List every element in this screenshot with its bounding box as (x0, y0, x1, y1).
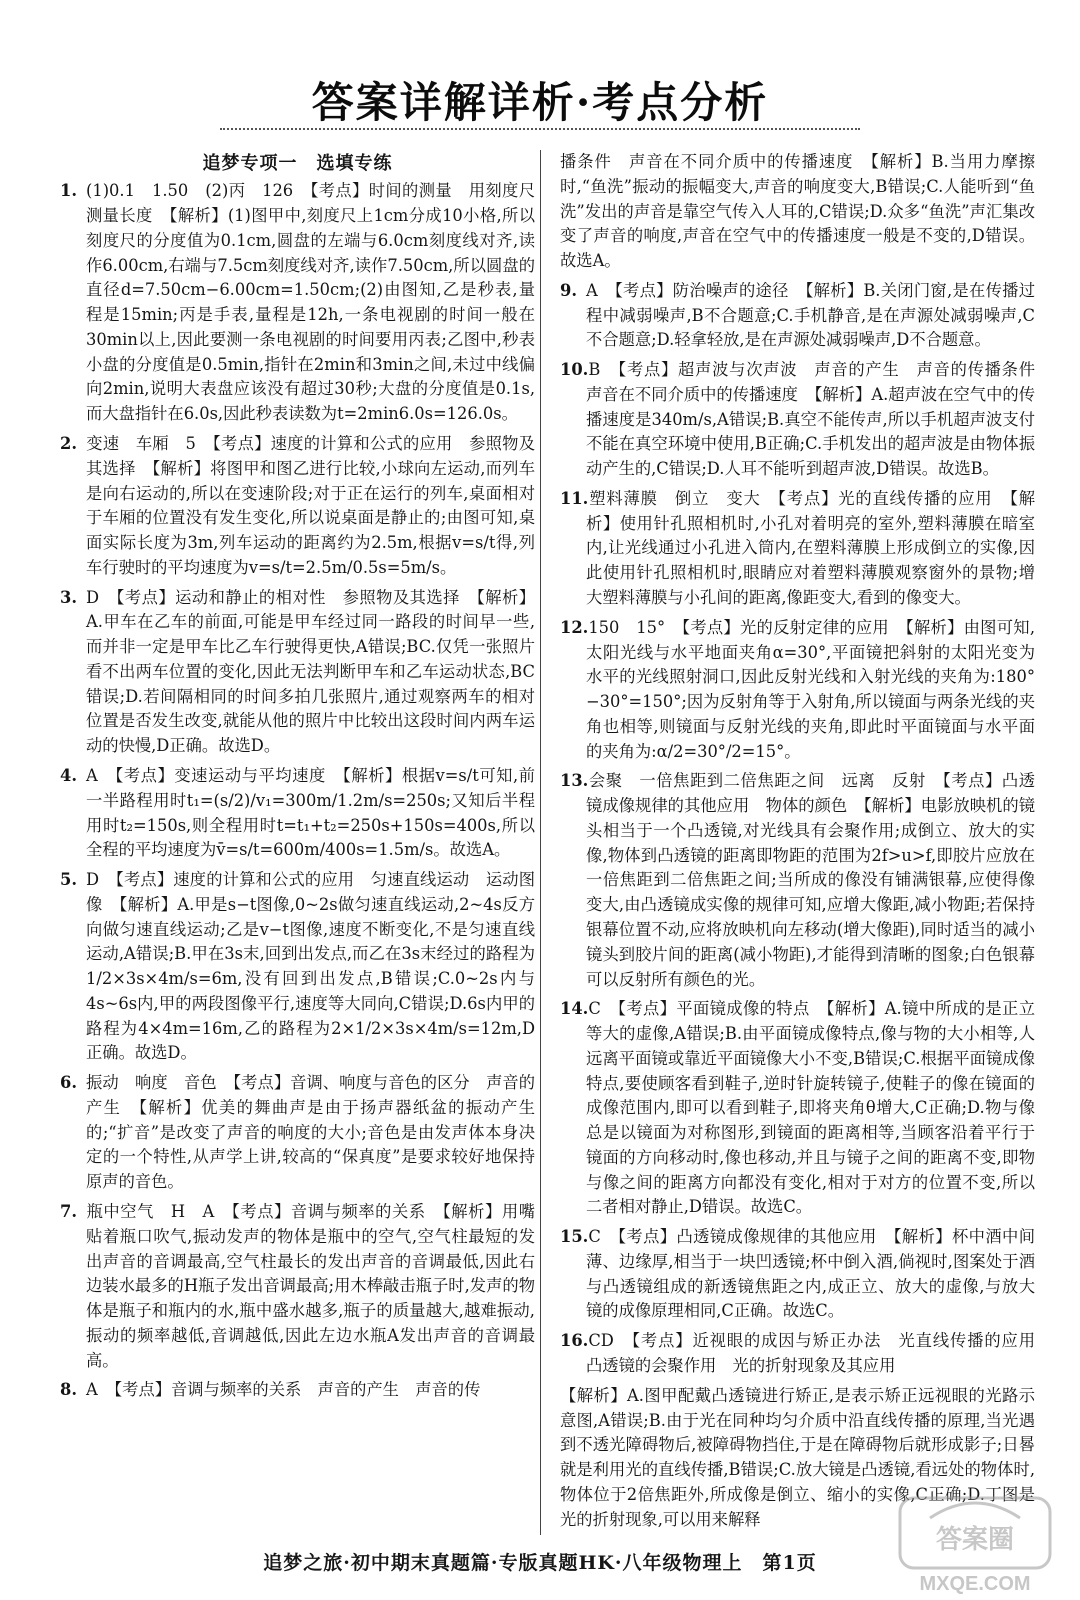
answer-text: 【解析】A.图甲配戴凸透镜进行矫正,是表示矫正远视眼的光路示意图,A错误;B.由于光在同种均匀介质中沿直线传播的原理,当光遇到不透光障碍物后,被障碍物挡住,于是在障碍物后就形成影子;日晷就是利用光的直线传播,B错误;C.放大镜是凸透镜,看远处的物体时,物体位于2倍焦距外,所成像是倒立、缩小的实像,C正确;D.丁图是光的折射现象,可以用来解释 (560, 1385, 1035, 1529)
page-footer: 追梦之旅·初中期末真题篇·专版真题HK·八年级物理上 第1页 (263, 1552, 817, 1574)
answer-entry (60, 1071, 535, 1195)
title-underline (220, 128, 860, 130)
question-number: 2. (60, 434, 77, 454)
answer-text: 150 15° 【考点】光的反射定律的应用 【解析】由图可知,太阳光线与水平地面夹角α=30°,平面镜把斜射的太阳光变为水平的光线照射洞口,因此反射光线和入射光线的夹角为:180°−30°=150°;因为反射角等于入射角,所以镜面与两条光线的夹角也相等,则镜面与反射光线的夹角,即此时平面镜面与水平面的夹角为:α/2=30°/2=15°。 (586, 617, 1035, 761)
answer-text: 会聚 一倍焦距到二倍焦距之间 远离 反射 【考点】凸透镜成像规律的其他应用 物体的颜色 【解析】电影放映机的镜头相当于一个凸透镜,对光线具有会聚作用;成倒立、放大的实像,物体到凸透镜的距离即物距的范围为2f>u>f,即胶片应放在一倍焦距到二倍焦距之间;当所成的像没有铺满银幕,应使得像变大,由凸透镜成实像的规律可知,应增大像距,减小物距;若保持银幕位置不动,应将放映机向左移动(增大像距),同时适当的减小镜头到胶片间的距离(减小物距),才能得到清晰的图象;白色银幕可以反射所有颜色的光。 (586, 771, 1035, 989)
answer-entry (560, 616, 1035, 765)
answer-text: 瓶中空气 H A 【考点】音调与频率的关系 【解析】用嘴贴着瓶口吹气,振动发声的物体是瓶中的空气,空气柱最短的发出声音的音调最高,空气柱最长的发出声音的音调最低,因此右边装水最多的H瓶子发出音调最高;用木棒敲击瓶子时,发声的物体是瓶子和瓶内的水,瓶中盛水越多,瓶子的质量越大,越难振动,振动的频率越低,音调越低,因此左边水瓶A发出声音的音调最高。 (86, 1201, 535, 1370)
question-number: 14. (560, 999, 589, 1019)
question-number: 10. (560, 360, 589, 380)
section-heading: 追梦专项一 选填专练 (202, 153, 393, 174)
answer-entry (560, 769, 1035, 992)
answer-text: 塑料薄膜 倒立 变大 【考点】光的直线传播的应用 【解析】使用针孔照相机时,小孔对着明亮的室外,塑料薄膜在暗室内,让光线通过小孔进入筒内,在塑料薄膜上形成倒立的实像,因此使用针孔照相机时,眼睛应对着塑料薄膜观察窗外的景物;增大塑料薄膜与小孔间的距离,像距变大,看到的像变大。 (586, 488, 1035, 608)
answer-text: CD 【考点】近视眼的成因与矫正办法 光直线传播的应用 凸透镜的会聚作用 光的折射现象及其应用 (586, 1331, 1052, 1375)
answer-entry (60, 1378, 535, 1403)
left-column (60, 150, 535, 1408)
answer-entry (560, 997, 1035, 1220)
answer-text: 变速 车厢 5 【考点】速度的计算和公式的应用 参照物及其选择 【解析】将图甲和图乙进行比较,小球向左运动,而列车是向右运动的,所以在变速阶段;对于正在运行的列车,桌面相对于车厢的位置没有发生变化,所以说桌面是静止的;由图可知,桌面实际长度为3m,列车运动的距离约为2.5m,根据v=s/t得,列车行驶时的平均速度为v=s/t=2.5m/0.5s=5m/s。 (86, 434, 535, 577)
question-number: 9. (560, 280, 577, 300)
column-divider (540, 150, 541, 1535)
answer-entry (560, 487, 1035, 611)
answer-entry (60, 868, 535, 1066)
question-number: 7. (60, 1201, 77, 1221)
answer-entry (60, 179, 535, 427)
answer-text: 振动 响度 音色 【考点】音调、响度与音色的区分 声音的产生 【解析】优美的舞曲声是由于扬声器纸盆的振动产生的;“扩音”是改变了声音的响度的大小;音色是由发声体本身决定的一个特性,从声学上讲,较高的“保真度”是要求较好地保持原声的音色。 (86, 1073, 535, 1192)
question-number: 1. (60, 181, 77, 201)
svg-text:MXQE.COM: MXQE.COM (919, 1573, 1031, 1595)
answer-text: A 【考点】音调与频率的关系 声音的产生 声音的传 (86, 1380, 481, 1400)
answer-entry (60, 1200, 535, 1373)
left-answer-list (60, 179, 535, 1403)
answer-entry (560, 1329, 1052, 1379)
answer-text: 播条件 声音在不同介质中的传播速度 【解析】B.当用力摩擦时,“鱼洗”振动的振幅变大,声音的响度变大,B错误;C.人能听到“鱼洗”发出的声音是靠空气传入人耳的,C错误;D.众多“鱼洗”声汇集改变了声音的响度,声音在空气中的传播速度一般是不变的,D错误。故选A。 (560, 152, 1035, 271)
answer-text: D 【考点】速度的计算和公式的应用 匀速直线运动 运动图像 【解析】A.甲是s−t图像,0~2s做匀速直线运动,2~4s反方向做匀速直线运动;乙是v−t图像,速度不断变化,不是匀速直线运动,A错误;B.甲在3s末,回到出发点,而乙在3s末经过的路程为1/2×3s×4m/s=6m,没有回到出发点,B错误;C.0~2s内与4s~6s内,甲的两段图像平行,速度等大同向,C错误;D.6s内甲的路程为4×4m=16m,乙的路程为2×1/2×3s×4m/s=12m,D正确。故选D。 (86, 870, 535, 1063)
question-number: 4. (60, 765, 77, 785)
question-number: 5. (60, 870, 77, 890)
page-title: 答案详解详析·考点分析 (311, 78, 769, 127)
question-number: 6. (60, 1073, 77, 1093)
question-number: 3. (60, 587, 77, 607)
question-number: 16. (560, 1331, 589, 1351)
answer-entry (60, 586, 535, 759)
watermark-logo (890, 1488, 1060, 1598)
question-number: 12. (560, 617, 589, 637)
svg-text:答案圈: 答案圈 (935, 1524, 1015, 1554)
right-column (560, 150, 1052, 1537)
answer-entry (560, 279, 1035, 353)
answer-text: A 【考点】防治噪声的途径 【解析】B.关闭门窗,是在传播过程中减弱噪声,B不合题意;C.手机静音,是在声源处减弱噪声,C不合题意;D.轻拿轻放,是在声源处减弱噪声,D不合题意。 (586, 280, 1035, 350)
question-number: 8. (60, 1380, 77, 1400)
question-number: 13. (560, 771, 589, 791)
answer-entry (60, 764, 535, 863)
question-number: 15. (560, 1227, 589, 1247)
answer-text: C 【考点】凸透镜成像规律的其他应用 【解析】杯中酒中间薄、边缘厚,相当于一块凹透镜;杯中倒入酒,倘视时,图案处于酒与凸透镜组成的新透镜焦距之内,成正立、放大的虚像,与放大镜的成像原理相同,C正确。故选C。 (586, 1227, 1035, 1321)
answer-text: D 【考点】运动和静止的相对性 参照物及其选择 【解析】A.甲车在乙车的前面,可能是甲车经过同一路段的时间早一些,而并非一定是甲车比乙车行驶得更快,A错误;BC.仅凭一张照片看不出两车位置的变化,因此无法判断甲车和乙车运动状态,BC错误;D.若间隔相同的时间多拍几张照片,通过观察两车的相对位置是否发生改变,就能从他的照片中比较出这段时间内两车运动的快慢,D正确。故选D。 (86, 587, 535, 756)
answer-text: C 【考点】平面镜成像的特点 【解析】A.镜中所成的是正立等大的虚像,A错误;B.由平面镜成像特点,像与物的大小相等,人远离平面镜或靠近平面镜像大小不变,B错误;C.根据平面镜成像特点,要使顾客看到鞋子,逆时针旋转镜子,使鞋子的像在镜面的成像范围内,即可以看到鞋子,即将夹角θ增大,C正确;D.物与像总是以镜面为对称图形,到镜面的距离相等,当顾客沿着平行于镜面的方向移动时,像也移动,并且与镜子之间的距离不变,即物与像之间的距离方向都没有变化,相对于对方的位置不变,所以二者相对静止,D错误。故选C。 (586, 999, 1035, 1217)
answer-text: B 【考点】超声波与次声波 声音的产生 声音的传播条件 声音在不同介质中的传播速度 【解析】A.超声波在空气中的传播速度是340m/s,A错误;B.真空不能传声,所以手机超声波支付不能在真空环境中使用,B正确;C.手机发出的超声波是由物体振动产生的,C错误;D.人耳不能听到超声波,D错误。故选B。 (586, 360, 1052, 479)
answer-entry (560, 1225, 1035, 1324)
answer-text: A 【考点】变速运动与平均速度 【解析】根据v=s/t可知,前一半路程用时t₁=(s/2)/v₁=300m/1.2m/s=250s;又知后半程用时t₂=150s,则全程用时t=t₁+t₂=250s+150s=400s,所以全程的平均速度为v̄=s/t=600m/400s=1.5m/s。故选A。 (86, 765, 535, 860)
answer-entry (60, 432, 535, 581)
question-number: 11. (560, 488, 589, 508)
answer-entry (560, 150, 1035, 274)
answer-entry (560, 358, 1052, 482)
answer-text: (1)0.1 1.50 (2)丙 126 【考点】时间的测量 用刻度尺测量长度 【解析】(1)图甲中,刻度尺上1cm分成10小格,所以刻度尺的分度值为0.1cm,圆盘的左端与6.0cm刻度线对齐,读作6.00cm,右端与7.5cm刻度线对齐,读作7.50cm,所以圆盘的直径d=7.50cm−6.00cm=1.50cm;(2)由图知,乙是秒表,量程是15min;丙是手表,量程是12h,一条电视剧的时间一般在30min以上,因此要测一条电视剧的时间要用丙表;乙图中,秒表小盘的分度值是0.5min,指针在2min和3min之间,未过中线偏向2min,说明大表盘应该没有超过30秒;大盘的分度值是0.1s,而大盘指针在6.0s,因此秒表读数为t=2min6.0s=126.0s。 (86, 181, 535, 424)
right-answer-list (560, 150, 1052, 1532)
